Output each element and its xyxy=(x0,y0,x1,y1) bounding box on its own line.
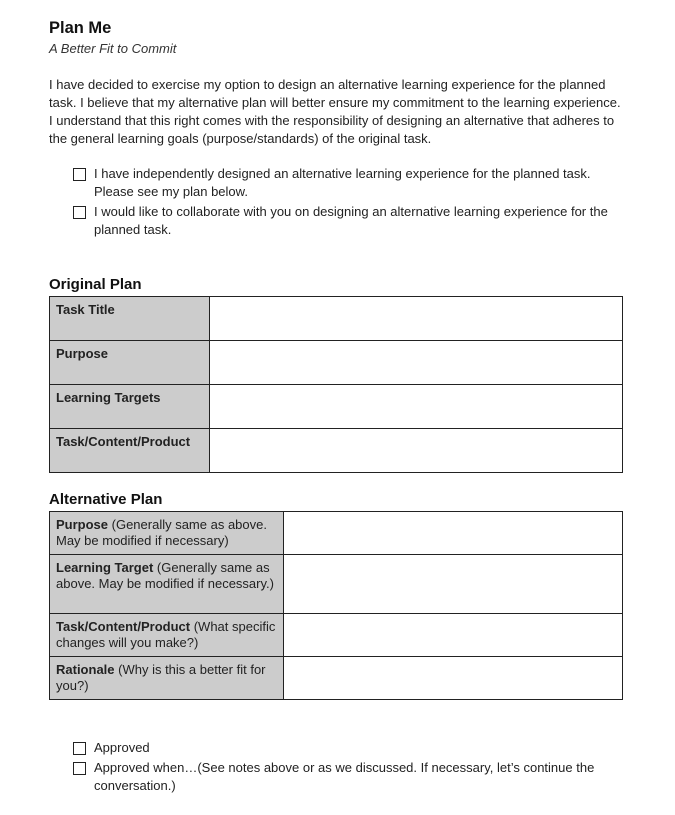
alt-purpose-field[interactable] xyxy=(284,512,623,555)
alt-purpose-label-cell xyxy=(50,512,284,555)
table-row xyxy=(50,385,623,429)
original-plan-table xyxy=(49,296,623,473)
table-row xyxy=(50,512,623,555)
page-subtitle: A Better Fit to Commit xyxy=(49,41,177,56)
alt-task-content-label: Task/Content/Product xyxy=(56,619,191,634)
option-independent-label: I have independently designed an alternative learning experience for the planned task. Please see my plan below. xyxy=(94,166,591,199)
alt-rationale-label: Rationale xyxy=(56,662,115,677)
approval-approved-label: Approved xyxy=(94,740,150,755)
alternative-plan-heading: Alternative Plan xyxy=(49,491,163,508)
original-task-title-field[interactable] xyxy=(210,297,623,341)
alternative-plan-section xyxy=(49,491,623,700)
approval-checklist xyxy=(49,739,623,795)
checkbox-independent[interactable] xyxy=(73,168,86,181)
alt-task-content-label-cell xyxy=(50,614,284,657)
alternative-plan-table xyxy=(49,511,623,700)
table-row xyxy=(50,555,623,614)
original-learning-targets-label: Learning Targets xyxy=(50,385,210,429)
original-task-content-label: Task/Content/Product xyxy=(50,429,210,473)
original-purpose-field[interactable] xyxy=(210,341,623,385)
alt-learning-target-label-cell xyxy=(50,555,284,614)
table-row xyxy=(50,341,623,385)
alt-purpose-note: (Generally same as above. May be modified if necessary) xyxy=(56,517,267,548)
option-collaborate xyxy=(73,203,623,239)
approval-approved-when xyxy=(73,759,623,795)
table-row xyxy=(50,429,623,473)
approval-approved xyxy=(73,739,623,757)
intro-paragraph: I have decided to exercise my option to design an alternative learning experience for the planned task. I believe that my alternative plan will better ensure my commitment to the learning experience. I understand that this right comes with the responsibility of designing an alternative that adheres to the general learning goals (purpose/standards) of the original task. xyxy=(49,77,621,146)
alt-task-content-note: (What specific changes will you make?) xyxy=(56,619,276,650)
alt-rationale-field[interactable] xyxy=(284,657,623,700)
checkbox-approved-when[interactable] xyxy=(73,762,86,775)
document-page xyxy=(49,18,623,797)
alt-rationale-label-cell xyxy=(50,657,284,700)
alt-learning-target-field[interactable] xyxy=(284,555,623,614)
table-row xyxy=(50,614,623,657)
original-task-content-field[interactable] xyxy=(210,429,623,473)
checkbox-approved[interactable] xyxy=(73,742,86,755)
original-purpose-label: Purpose xyxy=(50,341,210,385)
alt-purpose-label: Purpose xyxy=(56,517,109,532)
plan-option-checklist xyxy=(49,165,623,239)
alt-task-content-field[interactable] xyxy=(284,614,623,657)
table-row xyxy=(50,297,623,341)
table-row xyxy=(50,657,623,700)
alt-rationale-note: (Why is this a better fit for you?) xyxy=(56,662,266,693)
alt-learning-target-note: (Generally same as above. May be modified if necessary.) xyxy=(56,560,274,591)
original-plan-heading: Original Plan xyxy=(49,276,142,293)
page-title: Plan Me xyxy=(49,19,112,37)
original-task-title-label: Task Title xyxy=(50,297,210,341)
original-plan-section xyxy=(49,276,623,473)
option-independent xyxy=(73,165,623,201)
checkbox-collaborate[interactable] xyxy=(73,206,86,219)
alt-learning-target-label: Learning Target xyxy=(56,560,154,575)
approval-approved-when-label: Approved when…(See notes above or as we discussed. If necessary, let’s continue the conversation.) xyxy=(94,760,595,793)
original-learning-targets-field[interactable] xyxy=(210,385,623,429)
option-collaborate-label: I would like to collaborate with you on designing an alternative learning experience for the planned task. xyxy=(94,204,608,237)
